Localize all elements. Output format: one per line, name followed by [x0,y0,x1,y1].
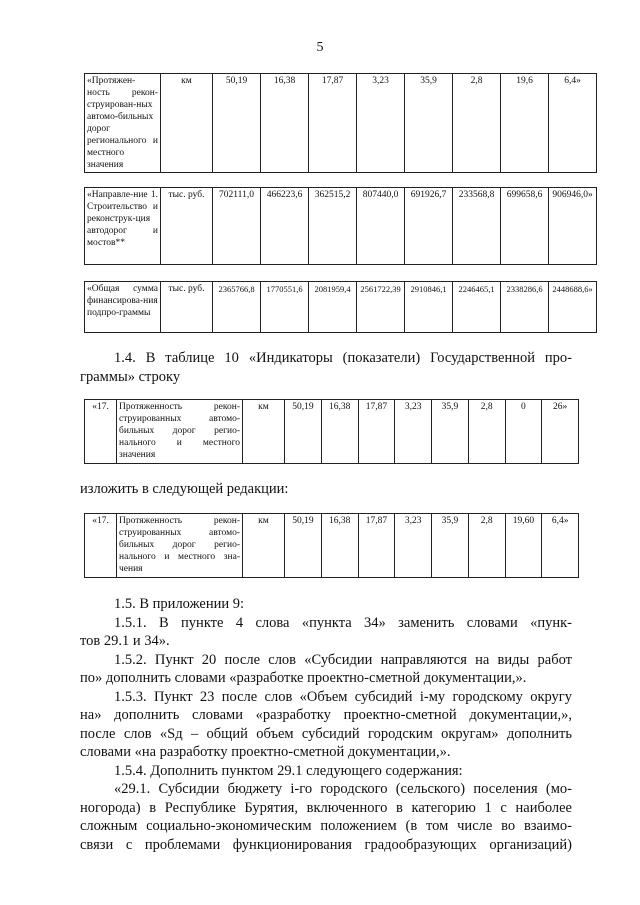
row-unit: тыс. руб. [161,282,213,333]
text-line: ногорода) в Республике Бурятия, включенного в категорию 1 с наиболее [80,799,572,816]
row-number: «17. [85,514,117,578]
table-cell: 2081959,4 [309,282,357,333]
table-cell: 2,8 [468,400,505,464]
table-cell: 3,23 [395,514,432,578]
row-unit: км [243,514,285,578]
table-cell: 16,38 [321,514,358,578]
text-line: словами «на разработку проектно-сметной документации,». [80,744,451,760]
table-row [85,514,579,578]
text-line: 1.5.3. Пункт 23 после слов «Объем субсидий i-му городскому округу [114,688,572,705]
row-unit: тыс. руб. [161,188,213,265]
replace-instruction [80,480,572,499]
table-cell: 50,19 [213,74,261,173]
table-cell: 35,9 [432,400,469,464]
text-line: на» дополнить словами «разработку проектно-сметной документации,», [80,707,572,723]
table-cell: 2910846,1 [405,282,453,333]
table-row [85,74,597,173]
table-cell: 6,4» [542,514,579,578]
text-line: по» дополнить словами «разработке проектно-сметной документации,». [80,670,527,686]
table-cell: 50,19 [285,514,322,578]
table-cell: 16,38 [261,74,309,173]
page-number: 5 [316,40,324,55]
table-cell: 16,38 [321,400,358,464]
paragraph-1-4 [80,349,572,386]
table-indicator-old [84,399,579,464]
table-cell: 702111,0 [213,188,261,265]
row-label: Протяженность рекон-струированных автомо-бильных дорог регио-нального и местного зна-чения [117,514,243,578]
table-cell: 699658,6 [501,188,549,265]
table-cell: 2365766,8 [213,282,261,333]
table-top-direction [84,187,597,265]
table-cell: 3,23 [395,400,432,464]
table-cell: 906946,0» [549,188,597,265]
table-cell: 19,60 [505,514,542,578]
text-line: изложить в следующей редакции: [80,481,289,497]
table-row [85,282,597,333]
row-unit: км [161,74,213,173]
text-line: сложным социально-экономическим положением (в том числе во взаимо- [80,818,572,834]
table-top-length [84,73,597,173]
table-cell: 2,8 [468,514,505,578]
table-cell: 3,23 [357,74,405,173]
text-line: тов 29.1 и 34». [80,633,170,649]
table-cell: 26» [542,400,579,464]
table-cell: 6,4» [549,74,597,173]
text-line: 1.5.4. Дополнить пунктом 29.1 следующего содержания: [114,762,463,779]
table-cell: 17,87 [358,514,395,578]
table-row [85,400,579,464]
table-cell: 2246465,1 [453,282,501,333]
table-row [85,188,597,265]
table-cell: 50,19 [285,400,322,464]
text-line: 1.5.2. Пункт 20 после слов «Субсидии направляются на виды работ [114,651,572,668]
row-label: «Протяжен-ность рекон-струирован-ных автомо-бильных дорог регионального и местного значения [85,74,161,173]
text-line: 1.5.1. В пункте 4 слова «пункта 34» заменить словами «пунк- [114,614,572,631]
table-cell: 2338286,6 [501,282,549,333]
table-cell: 807440,0 [357,188,405,265]
row-label: Протяженность рекон-струированных автомо-бильных дорог регио-нального и местного значения [117,400,243,464]
table-cell: 35,9 [432,514,469,578]
table-cell: 1770551,6 [261,282,309,333]
table-cell: 35,9 [405,74,453,173]
text-line: 1.5. В приложении 9: [114,596,245,612]
row-label: «Общая сумма финансирова-ния подпро-граммы [85,282,161,333]
table-cell: 0 [505,400,542,464]
table-top-total [84,281,597,333]
table-cell: 691926,7 [405,188,453,265]
text-line: связи с проблемами функционирования градообразующих организаций) [80,836,572,853]
table-cell: 466223,6 [261,188,309,265]
table-cell: 2,8 [453,74,501,173]
row-number: «17. [85,400,117,464]
text-line: после слов «Sд – общий объем субсидий городским округам» дополнить [80,725,572,742]
section-1-5 [80,595,572,854]
table-cell: 2561722,39 [357,282,405,333]
table-cell: 19,6 [501,74,549,173]
table-cell: 17,87 [309,74,357,173]
text-line: 1.4. В таблице 10 «Индикаторы (показатели) Государственной про- [114,350,572,366]
text-line: граммы» строку [80,368,181,385]
table-cell: 233568,8 [453,188,501,265]
table-cell: 362515,2 [309,188,357,265]
table-indicator-new [84,513,579,578]
row-unit: км [243,400,285,464]
row-label: «Направле-ние 1. Строительство и реконструк-ция автодорог и мостов** [85,188,161,265]
table-cell: 17,87 [358,400,395,464]
table-cell: 2448688,6» [549,282,597,333]
text-line: «29.1. Субсидии бюджету i-го городского (сельского) поселения (мо- [114,781,572,797]
